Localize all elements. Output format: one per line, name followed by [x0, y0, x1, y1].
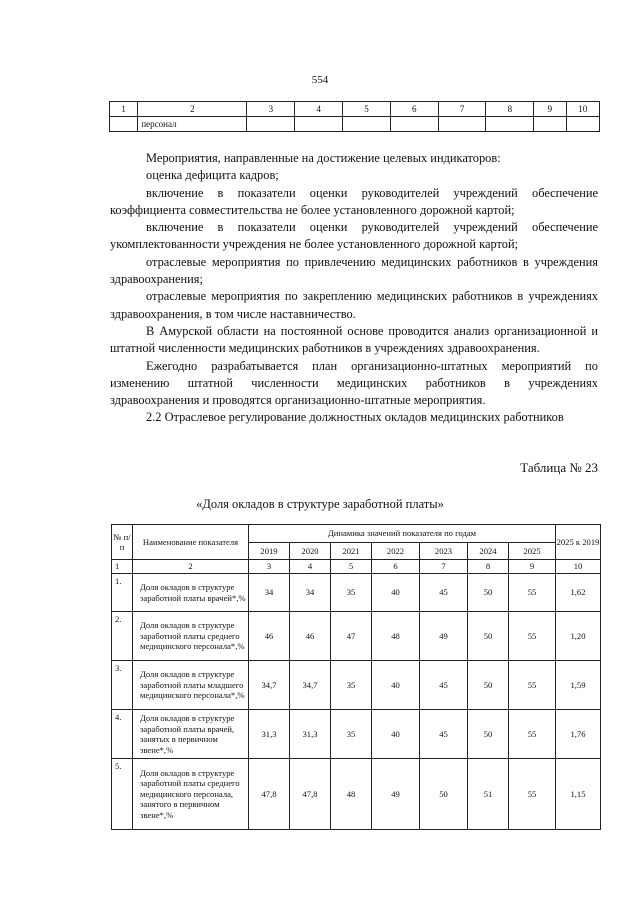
value-cell: 34,7 [249, 661, 290, 710]
table-row [110, 117, 600, 132]
paragraph: включение в показатели оценки руководителей учреждений обеспечение коэффициента совместительства не более установленного дорожной картой; [110, 185, 598, 217]
table-row [112, 759, 601, 830]
table-cell: персонал [138, 117, 247, 132]
column-number: 10 [556, 560, 601, 574]
table-cell: 1 [110, 102, 138, 117]
header-ratio: 2025 к 2019 [556, 525, 601, 560]
value-cell: 47 [331, 612, 372, 661]
indicator-name: Доля окладов в структуре заработной платы среднего медицинского персонала, занятого в первичном звене*,% [133, 759, 249, 830]
indicator-name: Доля окладов в структуре заработной платы врачей, занятых в первичном звене*,% [133, 710, 249, 759]
header-dynamics: Динамика значений показателя по годам [249, 525, 556, 543]
value-cell: 34 [249, 574, 290, 612]
value-cell: 31,3 [249, 710, 290, 759]
value-cell: 31,3 [290, 710, 331, 759]
indicator-name: Доля окладов в структуре заработной платы среднего медицинского персонала*,% [133, 612, 249, 661]
table-cell: 4 [295, 102, 343, 117]
ratio-cell: 1,59 [556, 661, 601, 710]
row-number: 5. [112, 759, 133, 830]
value-cell: 48 [372, 612, 420, 661]
ratio-cell: 1,62 [556, 574, 601, 612]
value-cell: 40 [372, 574, 420, 612]
table-cell: 8 [486, 102, 534, 117]
page-number: 554 [311, 74, 329, 86]
ratio-cell: 1,76 [556, 710, 601, 759]
indicator-name: Доля окладов в структуре заработной платы младшего медицинского персонала*,% [133, 661, 249, 710]
value-cell: 55 [509, 710, 556, 759]
header-row [112, 525, 601, 543]
ratio-cell: 1,20 [556, 612, 601, 661]
table-cell [486, 117, 534, 132]
paragraph: отраслевые мероприятия по закреплению медицинских работников в учреждениях здравоохранения, в том числе наставничество. [110, 289, 598, 321]
paragraph: оценка дефицита кадров; [146, 168, 279, 183]
paragraph: Ежегодно разрабатывается план организационно-штатных мероприятий по изменению штатной численности медицинских работников в учреждениях здравоохранения и проводятся организационно-штатные мероприятия. [110, 358, 598, 408]
table-cell [438, 117, 486, 132]
value-cell: 47,8 [290, 759, 331, 830]
indicator-name: Доля окладов в структуре заработной платы врачей*,% [133, 574, 249, 612]
table-label: Таблица № 23 [520, 460, 598, 475]
value-cell: 50 [468, 612, 509, 661]
paragraph: 2.2 Отраслевое регулирование должностных окладов медицинских работников [146, 410, 564, 425]
paragraph: В Амурской области на постоянной основе проводится анализ организационной и штатной численности медицинских работников в учреждениях здравоохранения. [110, 323, 598, 356]
column-number: 6 [372, 560, 420, 574]
value-cell: 50 [468, 710, 509, 759]
value-cell: 35 [331, 661, 372, 710]
table-row [112, 574, 601, 612]
body-text [110, 150, 598, 427]
table-cell: 5 [343, 102, 391, 117]
table-title: «Доля окладов в структуре заработной платы» [196, 497, 444, 511]
year-cell: 2021 [331, 542, 372, 560]
value-cell: 34,7 [290, 661, 331, 710]
paragraph: Мероприятия, направленные на достижение целевых индикаторов: [146, 151, 501, 165]
table-cell [247, 117, 295, 132]
year-cell: 2022 [372, 542, 420, 560]
year-cell: 2023 [420, 542, 468, 560]
table-cell [295, 117, 343, 132]
value-cell: 55 [509, 612, 556, 661]
header-name: Наименование показателя [133, 525, 249, 560]
row-number: 2. [112, 612, 133, 661]
column-number: 3 [249, 560, 290, 574]
table-cell [534, 117, 566, 132]
value-cell: 46 [249, 612, 290, 661]
paragraph: включение в показатели оценки руководителей учреждений обеспечение укомплектованности учреждения не более установленного дорожной картой; [110, 220, 598, 252]
table-cell: 6 [390, 102, 438, 117]
table-cell: 2 [138, 102, 247, 117]
year-cell: 2024 [468, 542, 509, 560]
value-cell: 51 [468, 759, 509, 830]
column-number: 5 [331, 560, 372, 574]
value-cell: 55 [509, 661, 556, 710]
value-cell: 35 [331, 710, 372, 759]
row-number: 4. [112, 710, 133, 759]
column-number: 1 [112, 560, 133, 574]
column-number: 8 [468, 560, 509, 574]
table-cell [390, 117, 438, 132]
column-number: 4 [290, 560, 331, 574]
value-cell: 55 [509, 759, 556, 830]
column-number: 2 [133, 560, 249, 574]
value-cell: 35 [331, 574, 372, 612]
value-cell: 55 [509, 574, 556, 612]
table-cell [110, 117, 138, 132]
table-row [110, 102, 600, 117]
table-cell: 9 [534, 102, 566, 117]
table-row [112, 710, 601, 759]
header-num: № п/п [112, 525, 133, 560]
year-cell: 2019 [249, 542, 290, 560]
table-cell [566, 117, 599, 132]
main-table [111, 524, 601, 830]
table-cell: 3 [247, 102, 295, 117]
value-cell: 48 [331, 759, 372, 830]
value-cell: 45 [420, 574, 468, 612]
value-cell: 40 [372, 661, 420, 710]
value-cell: 50 [468, 661, 509, 710]
table-cell: 7 [438, 102, 486, 117]
column-number-row [112, 560, 601, 574]
value-cell: 46 [290, 612, 331, 661]
value-cell: 50 [468, 574, 509, 612]
value-cell: 47,8 [249, 759, 290, 830]
table-row [112, 612, 601, 661]
table-cell: 10 [566, 102, 599, 117]
row-number: 1. [112, 574, 133, 612]
table-row [112, 661, 601, 710]
top-table [109, 101, 600, 132]
year-cell: 2025 [509, 542, 556, 560]
row-number: 3. [112, 661, 133, 710]
year-cell: 2020 [290, 542, 331, 560]
value-cell: 49 [420, 612, 468, 661]
column-number: 7 [420, 560, 468, 574]
value-cell: 50 [420, 759, 468, 830]
value-cell: 34 [290, 574, 331, 612]
ratio-cell: 1,15 [556, 759, 601, 830]
value-cell: 40 [372, 710, 420, 759]
value-cell: 45 [420, 661, 468, 710]
value-cell: 49 [372, 759, 420, 830]
table-cell [343, 117, 391, 132]
paragraph: отраслевые мероприятия по привлечению медицинских работников в учреждения здравоохранения; [110, 254, 598, 287]
value-cell: 45 [420, 710, 468, 759]
column-number: 9 [509, 560, 556, 574]
